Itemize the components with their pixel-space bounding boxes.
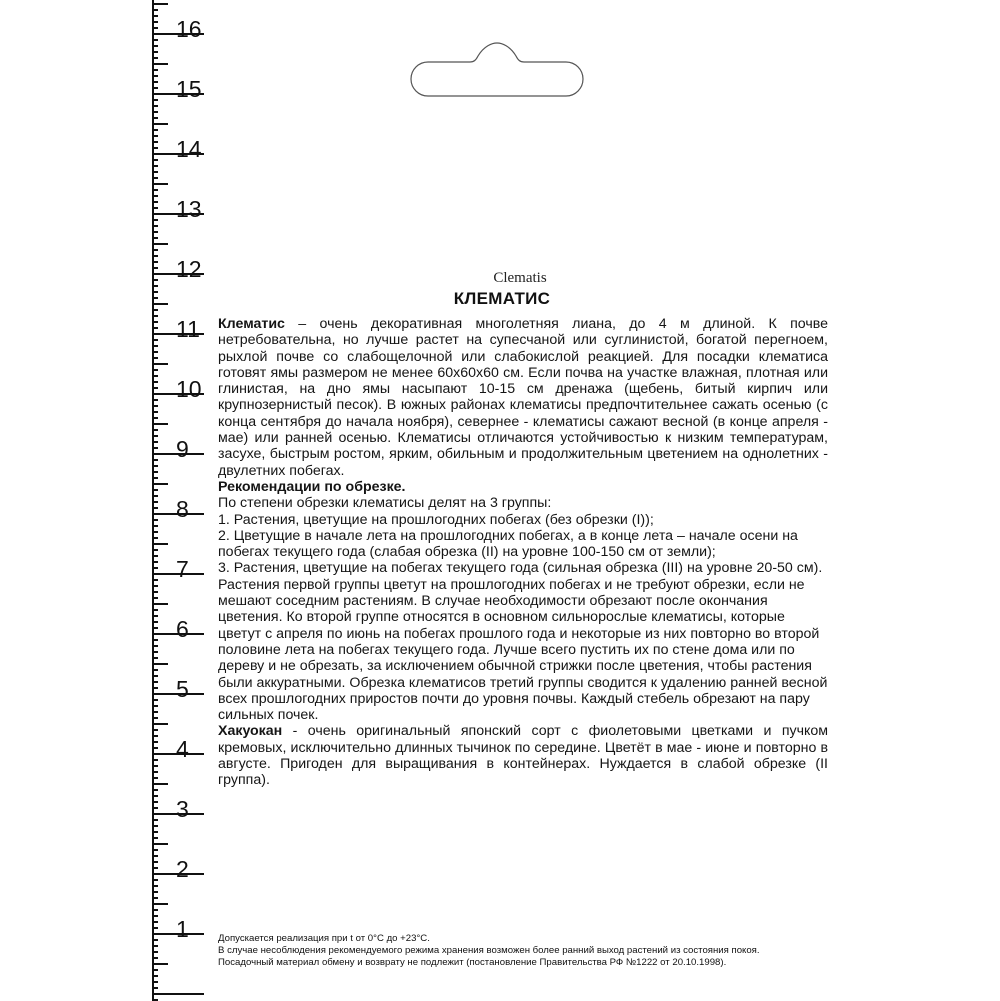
ruler-label: 10 <box>176 376 202 402</box>
ruler-minor-tick <box>152 825 158 827</box>
ruler-minor-tick <box>152 795 158 797</box>
ruler-minor-tick <box>152 369 158 371</box>
ruler-label: 1 <box>176 916 189 942</box>
footer-line-1: Допускается реализация при t от 0°С до +23°С. <box>218 933 430 944</box>
ruler-minor-tick <box>152 537 158 539</box>
ruler-half-tick <box>152 423 168 425</box>
ruler-half-tick <box>152 603 168 605</box>
ruler-minor-tick <box>152 681 158 683</box>
ruler-minor-tick <box>152 231 158 233</box>
ruler-minor-tick <box>152 741 158 743</box>
ruler-minor-tick <box>152 15 158 17</box>
ruler-half-tick <box>152 663 168 665</box>
ruler-minor-tick <box>152 657 158 659</box>
pruning-paragraph: Растения первой группы цветут на прошлогодних побегах и не требуют обрезки, если не мешают соседним растениям. В случае необходимости обрезают после окончания цветения. Ко второй группе относятся в основном сильнорослые клематисы, которые цветут с апреля по июнь на побегах прошлого года и некоторые из них повторно во второй половине лета на побегах текущего года. Лучше всего пустить их по стене дома или по дереву и не обрезать, за исключением обычной стрижки после цветения, чтобы растения были аккуратными. Обрезка клематисов третий группы сводится к удалению ранней весной всех прошлогодних приростов почти до уровня почвы. Каждый стебель обрезают на пару сильных почек. <box>218 576 828 724</box>
ruler-minor-tick <box>152 339 158 341</box>
ruler-minor-tick <box>152 447 158 449</box>
ruler-label: 4 <box>176 736 189 762</box>
ruler-minor-tick <box>152 51 158 53</box>
ruler-minor-tick <box>152 159 158 161</box>
pruning-group-1: 1. Растения, цветущие на прошлогодних побегах (без обрезки (I)); <box>218 511 654 528</box>
ruler-half-tick <box>152 123 168 125</box>
ruler-minor-tick <box>152 759 158 761</box>
ruler-minor-tick <box>152 777 158 779</box>
ruler-minor-tick <box>152 177 158 179</box>
ruler-minor-tick <box>152 615 158 617</box>
ruler-minor-tick <box>152 597 158 599</box>
ruler-label: 8 <box>176 496 189 522</box>
hang-hole-cutout <box>408 40 586 100</box>
ruler-minor-tick <box>152 387 158 389</box>
measurement-ruler <box>140 0 212 1000</box>
ruler-minor-tick <box>152 807 158 809</box>
ruler-minor-tick <box>152 957 158 959</box>
ruler-minor-tick <box>152 435 158 437</box>
ruler-minor-tick <box>152 267 158 269</box>
pruning-group-2: 2. Цветущие в начале лета на прошлогодних побегах, а в конце лета – начале осени на побегах текущего года (слабая обрезка (II) на уровне 100-150 см от земли); <box>218 527 798 561</box>
ruler-minor-tick <box>152 99 158 101</box>
ruler-minor-tick <box>152 39 158 41</box>
ruler-minor-tick <box>152 861 158 863</box>
ruler-minor-tick <box>152 351 158 353</box>
ruler-label: 7 <box>176 556 189 582</box>
ruler-minor-tick <box>152 765 158 767</box>
ruler-minor-tick <box>152 165 158 167</box>
ruler-half-tick <box>152 3 168 5</box>
pruning-lead: По степени обрезки клематисы делят на 3 группы: <box>218 495 552 512</box>
ruler-minor-tick <box>152 687 158 689</box>
ruler-minor-tick <box>152 837 158 839</box>
ruler-label: 13 <box>176 196 202 222</box>
ruler-minor-tick <box>152 975 158 977</box>
ruler-minor-tick <box>152 699 158 701</box>
ruler-minor-tick <box>152 219 158 221</box>
ruler-minor-tick <box>152 705 158 707</box>
ruler-minor-tick <box>152 117 158 119</box>
ruler-minor-tick <box>152 459 158 461</box>
ruler-minor-tick <box>152 429 158 431</box>
ruler-minor-tick <box>152 591 158 593</box>
ruler-label: 11 <box>176 316 200 342</box>
ruler-minor-tick <box>152 21 158 23</box>
ruler-minor-tick <box>152 27 158 29</box>
ruler-minor-tick <box>152 87 158 89</box>
ruler-minor-tick <box>152 717 158 719</box>
ruler-minor-tick <box>152 819 158 821</box>
ruler-minor-tick <box>152 639 158 641</box>
ruler-minor-tick <box>152 75 158 77</box>
ruler-minor-tick <box>152 225 158 227</box>
ruler-minor-tick <box>152 555 158 557</box>
ruler-minor-tick <box>152 561 158 563</box>
footer-notes <box>218 933 838 969</box>
ruler-minor-tick <box>152 249 158 251</box>
ruler-minor-tick <box>152 357 158 359</box>
ruler-minor-tick <box>152 129 158 131</box>
ruler-minor-tick <box>152 675 158 677</box>
description-text <box>218 316 828 789</box>
variety-paragraph <box>218 723 828 788</box>
ruler-label: 9 <box>176 436 189 462</box>
ruler-minor-tick <box>152 495 158 497</box>
ruler-half-tick <box>152 723 168 725</box>
ruler-half-tick <box>152 903 168 905</box>
variety-text: - очень оригинальный японский сорт с фиолетовыми цветками и пучком кремовых, исключительно длинных тычинок по середине. Цветёт в мае - июне и повторно в августе. Пригоден для выращивания в контейнерах. Нуждается в слабой обрезке (II группа). <box>218 723 828 789</box>
ruler-half-tick <box>152 363 168 365</box>
ruler-minor-tick <box>152 981 158 983</box>
ruler-half-tick <box>152 783 168 785</box>
ruler-minor-tick <box>152 987 158 989</box>
ruler-minor-tick <box>152 747 158 749</box>
pruning-heading: Рекомендации по обрезке. <box>218 478 406 495</box>
ruler-minor-tick <box>152 291 158 293</box>
ruler-minor-tick <box>152 915 158 917</box>
ruler-minor-tick <box>152 417 158 419</box>
ruler-minor-tick <box>152 507 158 509</box>
ruler-minor-tick <box>152 189 158 191</box>
ruler-minor-tick <box>152 477 158 479</box>
ruler-minor-tick <box>152 645 158 647</box>
intro-text: – очень декоративная многолетняя лиана, до 4 м длиной. К почве нетребовательна, но лучше растет на супесчаной или суглинистой, богатой перегноем, рыхлой почве со слабощелочной или слабокислой реакцией. Для посадки клематиса готовят ямы размером не менее 60х60х60 см. Если почва на участке влажная, плотная или глинистая, на дно ямы насыпают 10-15 см дренажа (щебень, битый кирпич или крупнозернистый песок). В южных районах клематисы предпочтительнее сажать осенью (с конца сентября до начала ноября), севернее - клематисы сажают весной (в конце апреля - мае) или ранней осенью. Клематисы отличаются устойчивостью к низким температурам, засухе, быстрым ростом, ярким, обильным и продолжительным цветением на однолетних - двулетних побегах. <box>218 316 828 479</box>
ruler-label: 14 <box>176 136 202 162</box>
ruler-minor-tick <box>152 525 158 527</box>
pruning-group-3: 3. Растения, цветущие на побегах текущего года (сильная обрезка (III) на уровне 20-50 см). <box>218 560 823 577</box>
ruler-major-tick <box>152 993 204 995</box>
ruler-half-tick <box>152 963 168 965</box>
ruler-minor-tick <box>152 375 158 377</box>
ruler-minor-tick <box>152 849 158 851</box>
ruler-label: 2 <box>176 856 189 882</box>
ruler-minor-tick <box>152 921 158 923</box>
ruler-label: 15 <box>176 76 202 102</box>
ruler-label: 3 <box>176 796 189 822</box>
ruler-minor-tick <box>152 195 158 197</box>
ruler-minor-tick <box>152 201 158 203</box>
ruler-minor-tick <box>152 297 158 299</box>
ruler-minor-tick <box>152 897 158 899</box>
ruler-minor-tick <box>152 945 158 947</box>
ruler-minor-tick <box>152 735 158 737</box>
ruler-minor-tick <box>152 471 158 473</box>
ruler-minor-tick <box>152 255 158 257</box>
ruler-label: 12 <box>176 256 202 282</box>
ruler-minor-tick <box>152 867 158 869</box>
ruler-minor-tick <box>152 441 158 443</box>
ruler-minor-tick <box>152 621 158 623</box>
ruler-minor-tick <box>152 885 158 887</box>
intro-paragraph <box>218 316 828 479</box>
latin-name: Clematis <box>493 270 547 286</box>
ruler-minor-tick <box>152 399 158 401</box>
ruler-half-tick <box>152 63 168 65</box>
page-title: КЛЕМАТИС <box>453 289 551 308</box>
ruler-minor-tick <box>152 381 158 383</box>
ruler-label: 16 <box>176 16 202 42</box>
ruler-minor-tick <box>152 927 158 929</box>
ruler-minor-tick <box>152 279 158 281</box>
ruler-minor-tick <box>152 585 158 587</box>
ruler-half-tick <box>152 543 168 545</box>
ruler-minor-tick <box>152 141 158 143</box>
ruler-minor-tick <box>152 711 158 713</box>
ruler-minor-tick <box>152 651 158 653</box>
ruler-minor-tick <box>152 309 158 311</box>
ruler-minor-tick <box>152 729 158 731</box>
ruler-minor-tick <box>152 411 158 413</box>
ruler-minor-tick <box>152 261 158 263</box>
ruler-minor-tick <box>152 939 158 941</box>
ruler-half-tick <box>152 483 168 485</box>
ruler-label: 6 <box>176 616 189 642</box>
ruler-half-tick <box>152 183 168 185</box>
ruler-minor-tick <box>152 579 158 581</box>
ruler-minor-tick <box>152 909 158 911</box>
ruler-minor-tick <box>152 567 158 569</box>
ruler-minor-tick <box>152 519 158 521</box>
footer-line-2: В случае несоблюдения рекомендуемого режима хранения возможен более ранний выход растений из состояния покоя. <box>218 945 760 957</box>
ruler-label: 5 <box>176 676 189 702</box>
ruler-minor-tick <box>152 237 158 239</box>
ruler-minor-tick <box>152 285 158 287</box>
ruler-minor-tick <box>152 135 158 137</box>
ruler-minor-tick <box>152 969 158 971</box>
ruler-minor-tick <box>152 105 158 107</box>
ruler-minor-tick <box>152 531 158 533</box>
ruler-minor-tick <box>152 669 158 671</box>
ruler-minor-tick <box>152 171 158 173</box>
ruler-minor-tick <box>152 327 158 329</box>
ruler-half-tick <box>152 243 168 245</box>
ruler-minor-tick <box>152 879 158 881</box>
ruler-minor-tick <box>152 609 158 611</box>
ruler-minor-tick <box>152 345 158 347</box>
ruler-minor-tick <box>152 951 158 953</box>
ruler-minor-tick <box>152 501 158 503</box>
ruler-minor-tick <box>152 315 158 317</box>
ruler-minor-tick <box>152 549 158 551</box>
ruler-minor-tick <box>152 69 158 71</box>
ruler-minor-tick <box>152 321 158 323</box>
ruler-minor-tick <box>152 147 158 149</box>
ruler-minor-tick <box>152 891 158 893</box>
ruler-half-tick <box>152 303 168 305</box>
ruler-minor-tick <box>152 9 158 11</box>
intro-term: Клематис <box>218 316 285 332</box>
ruler-minor-tick <box>152 831 158 833</box>
ruler-minor-tick <box>152 207 158 209</box>
variety-term: Хакуокан <box>218 723 283 740</box>
ruler-minor-tick <box>152 855 158 857</box>
ruler-minor-tick <box>152 465 158 467</box>
ruler-minor-tick <box>152 405 158 407</box>
ruler-minor-tick <box>152 111 158 113</box>
ruler-minor-tick <box>152 627 158 629</box>
ruler-minor-tick <box>152 489 158 491</box>
ruler-minor-tick <box>152 801 158 803</box>
ruler-half-tick <box>152 843 168 845</box>
ruler-minor-tick <box>152 57 158 59</box>
footer-line-3: Посадочный материал обмену и возврату не подлежит (постановление Правительства РФ №1222 от 20.10.1998). <box>218 957 727 969</box>
ruler-minor-tick <box>152 789 158 791</box>
ruler-minor-tick <box>152 771 158 773</box>
ruler-minor-tick <box>152 81 158 83</box>
ruler-minor-tick <box>152 45 158 47</box>
